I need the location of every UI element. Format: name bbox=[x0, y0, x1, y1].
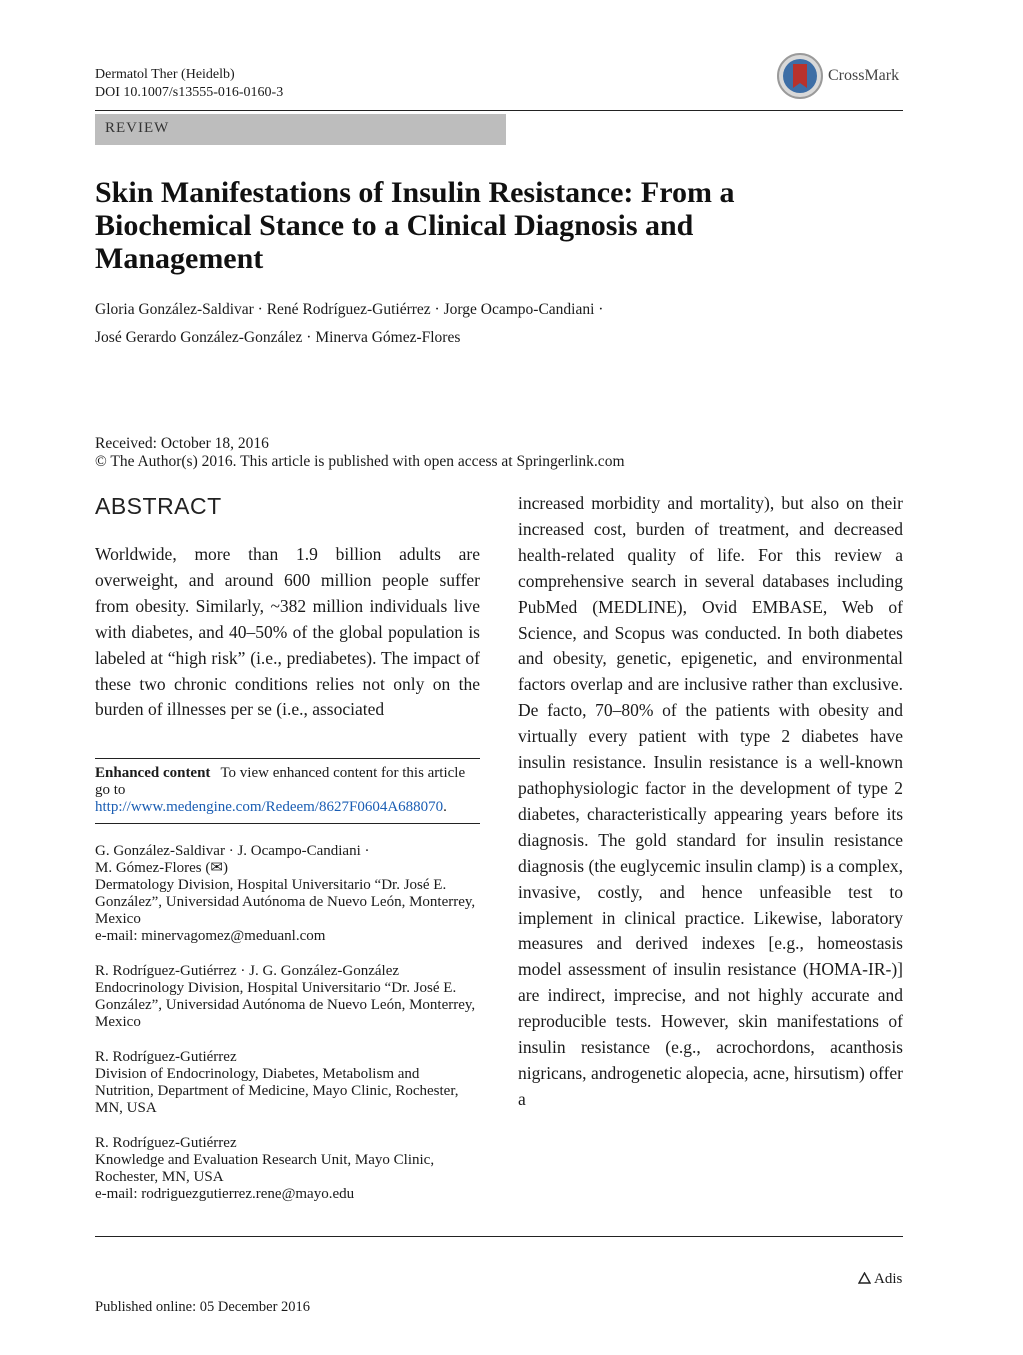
crossmark-icon bbox=[776, 52, 824, 100]
article-title: Skin Manifestations of Insulin Resistance: From a Biochemical Stance to a Clinical Diagnosis and Management bbox=[95, 176, 735, 275]
affiliation-2 bbox=[95, 963, 480, 1031]
published-date: Published online: 05 December 2016 bbox=[95, 1299, 311, 1315]
enhanced-bottom-rule bbox=[95, 823, 480, 824]
crossmark-label: CrossMark bbox=[828, 67, 900, 84]
authors-line-1: Gloria González-Saldivar · René Rodríguez-Gutiérrez · Jorge Ocampo-Candiani · bbox=[95, 301, 604, 318]
enhanced-top-rule bbox=[95, 758, 480, 759]
received-date: Received: October 18, 2016 bbox=[95, 435, 269, 452]
affiliation-names: G. González-Saldivar · J. Ocampo-Candiani · bbox=[95, 843, 370, 859]
article-dates bbox=[95, 435, 895, 471]
affiliation-1 bbox=[95, 843, 480, 945]
affiliation-names: R. Rodríguez-Gutiérrez bbox=[95, 1135, 237, 1151]
author-list bbox=[95, 296, 895, 352]
footer-divider bbox=[95, 1236, 903, 1237]
abstract-text-left: Worldwide, more than 1.9 billion adults are overweight, and around 600 million people suffer from obesity. Similarly, ~382 million individuals live with diabetes, and 40–50% of the global population is labeled at “high risk” (i.e., prediabetes). The impact of these two chronic conditions relies not only on the burden of illnesses per se (i.e., associated bbox=[95, 544, 480, 720]
enhanced-label: Enhanced content bbox=[95, 765, 211, 781]
affiliation-names-2: M. Gómez-Flores (✉) bbox=[95, 860, 228, 876]
affiliation-names: R. Rodríguez-Gutiérrez · J. G. González-González bbox=[95, 963, 400, 979]
journal-info bbox=[95, 66, 283, 102]
enhanced-end: . bbox=[443, 799, 447, 815]
affiliation-4 bbox=[95, 1135, 480, 1203]
section-banner bbox=[95, 114, 506, 145]
affiliation-email[interactable]: e-mail: minervagomez@meduanl.com bbox=[95, 928, 326, 944]
enhanced-content bbox=[95, 765, 480, 816]
publisher-name: Adis bbox=[874, 1271, 903, 1287]
affiliation-address: Knowledge and Evaluation Research Unit, Mayo Clinic, Rochester, MN, USA bbox=[95, 1152, 435, 1185]
adis-triangle-icon bbox=[858, 1272, 871, 1284]
publisher-mark bbox=[858, 1271, 902, 1288]
affiliation-address: Division of Endocrinology, Diabetes, Metabolism and Nutrition, Department of Medicine, Mayo Clinic, Rochester, MN, USA bbox=[95, 1066, 459, 1116]
affiliation-3 bbox=[95, 1049, 480, 1117]
copyright-notice: © The Author(s) 2016. This article is published with open access at Springerlink.com bbox=[95, 453, 625, 470]
header-divider bbox=[95, 110, 903, 111]
abstract-heading: ABSTRACT bbox=[95, 493, 222, 519]
enhanced-text: To view enhanced content for this article go to bbox=[95, 765, 466, 798]
affiliation-address: Endocrinology Division, Hospital Universitario “Dr. José E. González”, Universidad Autónoma de Nuevo León, Monterrey, Mexico bbox=[95, 980, 476, 1030]
abstract-text-right: increased morbidity and mortality), but also on their increased cost, burden of treatment, and decreased health-related quality of life. For this review a comprehensive search in several databases including PubMed (MEDLINE), Ovid EMBASE, Web of Science, and Scopus was conducted. In both diabetes and obesity, genetic, epigenetic, and environmental factors overlap and are inclusive rather than exclusive. De facto, 70–80% of the patients with obesity and virtually every patient with type 2 diabetes have insulin resistance. Insulin resistance is a well-known pathophysiologic factor in the development of type 2 diabetes, characteristically appearing years before its diagnosis. The gold standard for insulin resistance diagnosis (the euglycemic insulin clamp) is a complex, invasive, costly, and hence unfeasible test to implement in clinical practice. Likewise, laboratory measures and derived indexes [e.g., homeostasis model assessment of insulin resistance (HOMA-IR-)] are indirect, imprecise, and not highly accurate and reproducible tests. However, skin manifestations of insulin resistance (e.g., acrochordons, acanthosis nigricans, androgenetic alopecia, acne, hirsutism) offer a bbox=[518, 493, 903, 1109]
affiliation-names: R. Rodríguez-Gutiérrez bbox=[95, 1049, 237, 1065]
affiliation-email[interactable]: e-mail: rodriguezgutierrez.rene@mayo.edu bbox=[95, 1186, 355, 1202]
enhanced-link[interactable]: http://www.medengine.com/Redeem/8627F0604A688070 bbox=[95, 799, 444, 815]
doi: DOI 10.1007/s13555-016-0160-3 bbox=[95, 85, 284, 100]
crossmark-badge[interactable] bbox=[776, 52, 906, 102]
authors-line-2: José Gerardo González-González · Minerva Gómez-Flores bbox=[95, 329, 461, 346]
section-label: REVIEW bbox=[105, 120, 170, 136]
affiliation-address: Dermatology Division, Hospital Universitario “Dr. José E. González”, Universidad Autónoma de Nuevo León, Monterrey, Mexico bbox=[95, 877, 476, 927]
journal-name: Dermatol Ther (Heidelb) bbox=[95, 67, 235, 82]
